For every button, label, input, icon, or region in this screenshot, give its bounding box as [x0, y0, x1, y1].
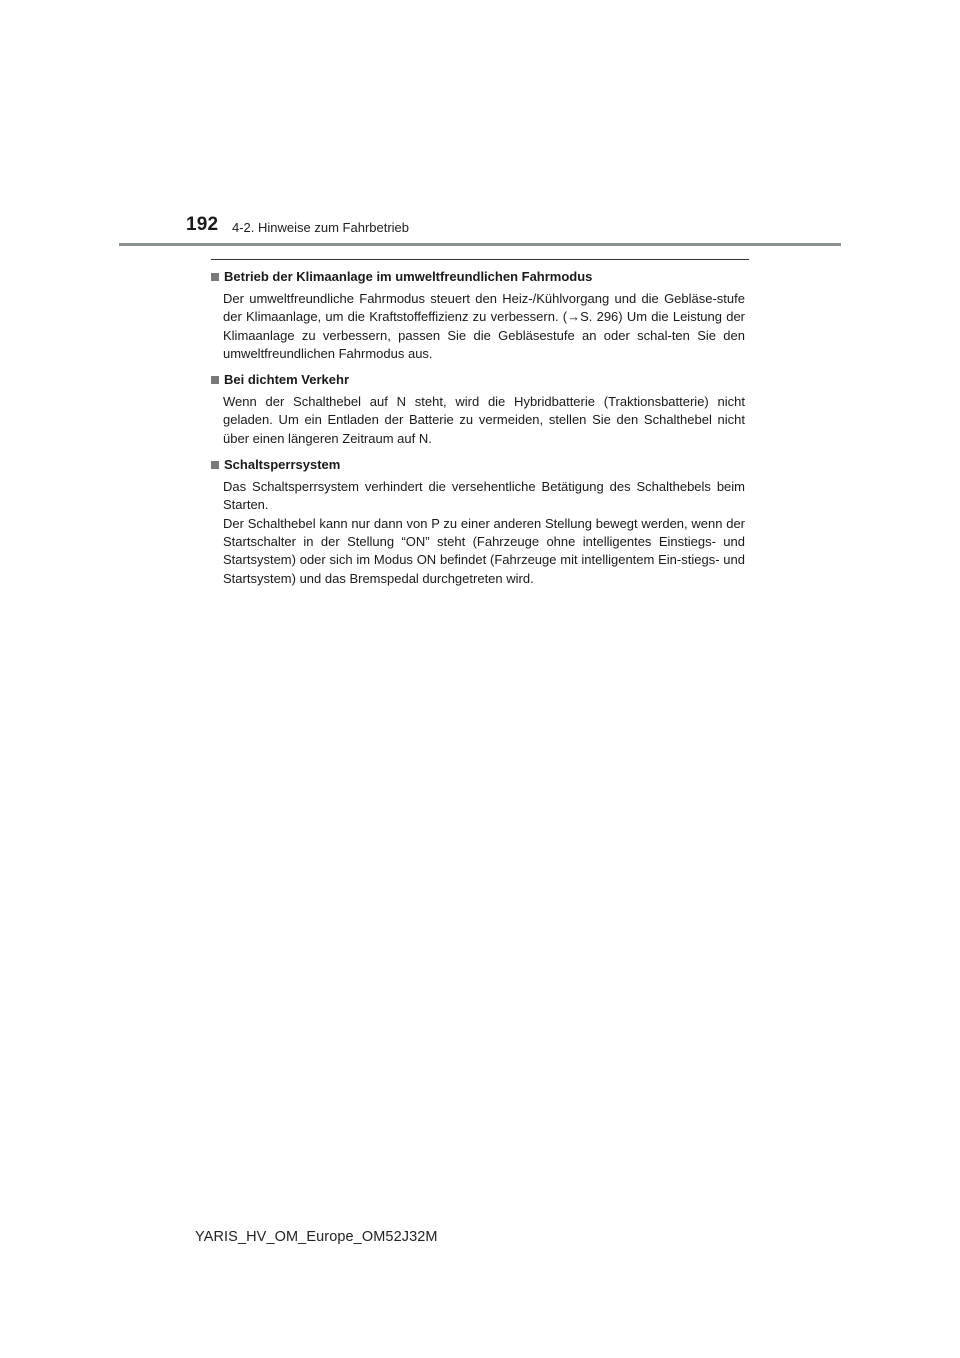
square-bullet-icon	[211, 376, 219, 384]
section-shift-lock-system	[211, 456, 745, 588]
header-rule	[119, 243, 841, 246]
section-heading	[211, 268, 745, 286]
square-bullet-icon	[211, 461, 219, 469]
content-rule	[211, 259, 749, 260]
section-heading-text: Bei dichtem Verkehr	[224, 372, 349, 388]
section-paragraph: Wenn der Schalthebel auf N steht, wird die Hybridbatterie (Traktionsbatterie) nicht geladen. Um ein Entladen der Batterie zu vermeiden, stellen Sie den Schalthebel nicht über einen längeren Zeitraum auf N.	[223, 394, 745, 446]
section-paragraph: Das Schaltsperrsystem verhindert die versehentliche Betätigung des Schalthebels beim Starten.	[223, 479, 745, 513]
section-title: 4-2. Hinweise zum Fahrbetrieb	[232, 220, 410, 235]
section-heading-text: Schaltsperrsystem	[224, 457, 341, 473]
section-heading	[211, 371, 745, 389]
footer-document-code: YARIS_HV_OM_Europe_OM52J32M	[195, 1229, 438, 1245]
section-heading	[211, 456, 745, 474]
content-area	[211, 268, 745, 596]
section-eco-air-conditioning	[211, 268, 745, 363]
section-heading-text: Betrieb der Klimaanlage im umweltfreundlichen Fahrmodus	[224, 269, 593, 284]
page-number: 192	[186, 214, 219, 235]
square-bullet-icon	[211, 273, 219, 281]
section-paragraph: Der umweltfreundliche Fahrmodus steuert den Heiz-/Kühlvorgang und die Gebläse-stufe der Klimaanlage, um die Kraftstoffeffizienz zu verbessern. (→S. 296) Um die Leistung der Klimaanlage zu verbessern, passen Sie die Gebläsestufe an oder schal-ten Sie den umweltfreundlichen Fahrmodus aus.	[223, 291, 745, 361]
section-dense-traffic	[211, 371, 745, 448]
section-paragraph: Der Schalthebel kann nur dann von P zu einer anderen Stellung bewegt werden, wenn der Startschalter in der Stellung “ON” steht (Fahrzeuge ohne intelligentes Einstiegs- und Startsystem) oder sich im Modus ON befindet (Fahrzeuge mit intelligentem Ein-stiegs- und Startsystem) und das Bremspedal durchgetreten wird.	[223, 515, 745, 586]
